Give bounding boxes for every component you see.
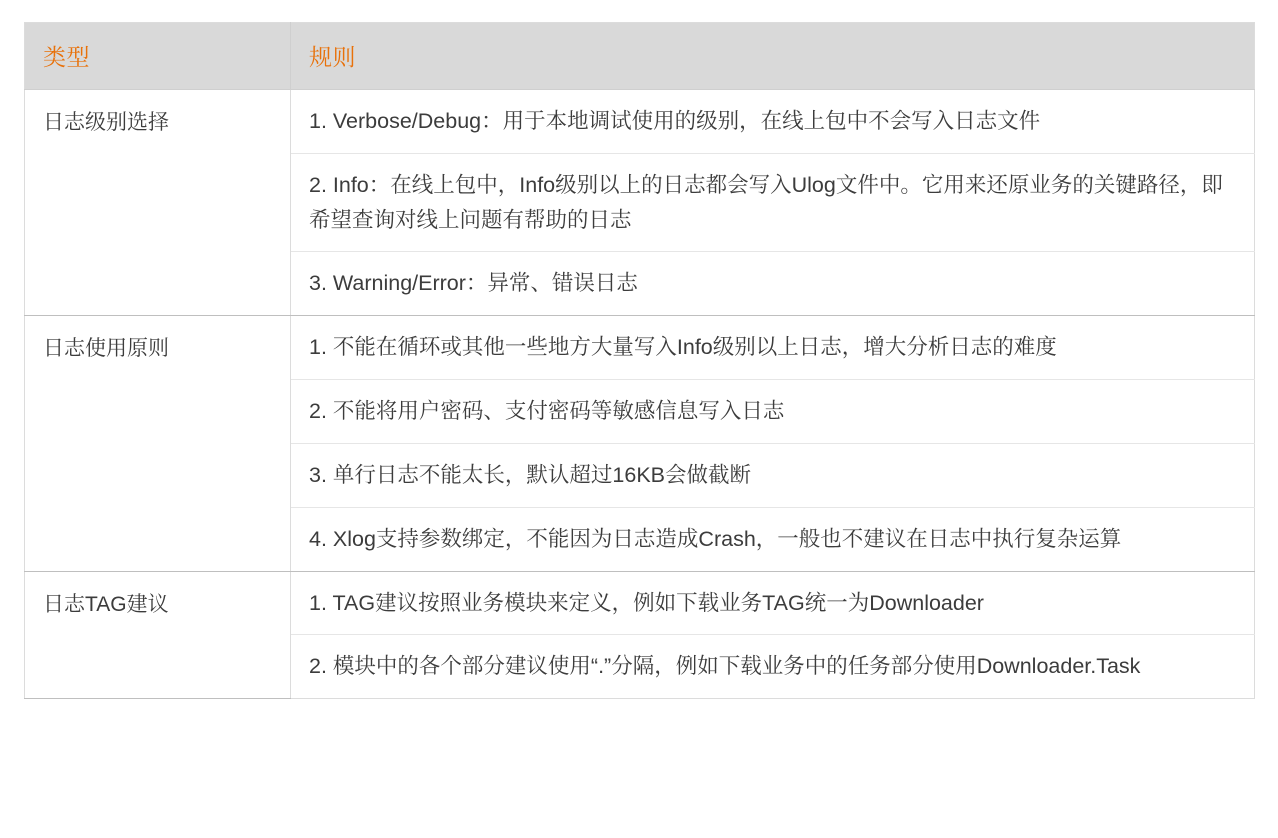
cell-type-log-level: 日志级别选择	[25, 90, 291, 316]
cell-rule: 4. Xlog支持参数绑定，不能因为日志造成Crash，一般也不建议在日志中执行复杂运算	[291, 507, 1255, 571]
table-body	[25, 90, 1255, 699]
cell-rule: 2. Info：在线上包中，Info级别以上的日志都会写入Ulog文件中。它用来还原业务的关键路径，即希望查询对线上问题有帮助的日志	[291, 153, 1255, 252]
cell-rule: 3. Warning/Error：异常、错误日志	[291, 252, 1255, 316]
logging-rules-table	[24, 22, 1255, 699]
cell-rule: 1. Verbose/Debug：用于本地调试使用的级别，在线上包中不会写入日志文件	[291, 90, 1255, 154]
table-row	[25, 90, 1255, 154]
table-header-row	[25, 23, 1255, 90]
cell-rule: 2. 不能将用户密码、支付密码等敏感信息写入日志	[291, 380, 1255, 444]
table-row	[25, 316, 1255, 380]
column-header-rule: 规则	[291, 23, 1255, 90]
column-header-type: 类型	[25, 23, 291, 90]
cell-rule: 3. 单行日志不能太长，默认超过16KB会做截断	[291, 443, 1255, 507]
cell-rule: 2. 模块中的各个部分建议使用“.”分隔，例如下载业务中的任务部分使用Downloader.Task	[309, 654, 1141, 679]
cell-rule: 1. TAG建议按照业务模块来定义，例如下载业务TAG统一为Downloader	[291, 571, 1255, 635]
cell-type-usage-principles: 日志使用原则	[25, 316, 291, 571]
cell-type-tag-suggestion: 日志TAG建议	[25, 571, 291, 699]
table-row	[25, 571, 1255, 635]
cell-rule: 1. 不能在循环或其他一些地方大量写入Info级别以上日志，增大分析日志的难度	[291, 316, 1255, 380]
table-header	[25, 23, 1255, 90]
